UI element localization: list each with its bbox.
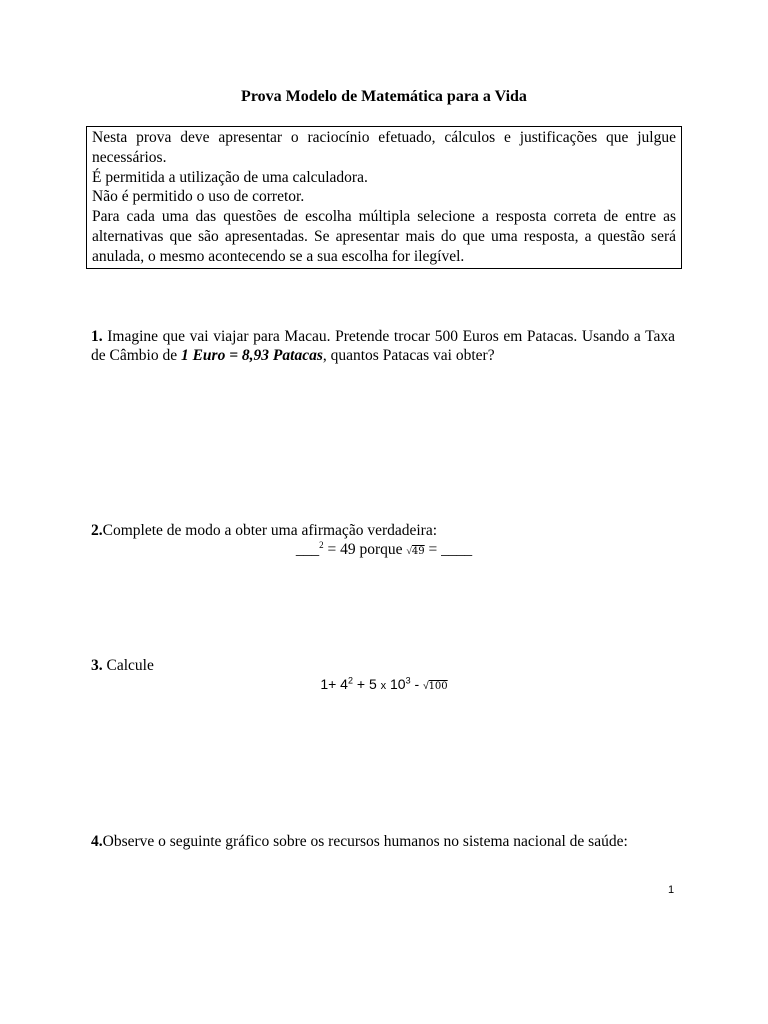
exponent: 2 — [347, 675, 353, 686]
instruction-line: Não é permitido o uso de corretor. — [92, 188, 305, 206]
question-3 — [91, 656, 675, 675]
page-number: 1 — [668, 884, 675, 896]
question-1 — [91, 327, 675, 365]
question-number: 1. — [91, 328, 103, 345]
question-number: 4. — [91, 833, 103, 850]
expression-part: + 5 — [352, 676, 381, 692]
expression-part: 10 — [386, 676, 406, 692]
question-text: Observe o seguinte gráfico sobre os recursos humanos no sistema nacional de saúde: — [102, 833, 628, 850]
instruction-line: Para cada uma das questões de escolha múltipla selecione a resposta correta de entre as alternativas que são apresentadas. Se apresentar mais do que uma resposta, a questão será anulada, o mesmo acontecendo se a sua escolha for ilegível. — [92, 208, 676, 265]
question-text: Calcule — [102, 657, 154, 674]
times-sign: x — [380, 680, 387, 692]
question-4 — [91, 832, 675, 851]
answer-blank: ___ — [295, 541, 320, 558]
question-number: 2. — [91, 522, 103, 539]
question-number: 3. — [91, 657, 103, 674]
page-title: Prova Modelo de Matemática para a Vida — [241, 88, 527, 105]
question-text: Imagine que vai viajar para Macau. Pretende trocar 500 Euros em Patacas. Usando a Taxa de Câmbio de — [91, 328, 675, 364]
instruction-line: É permitida a utilização de uma calculadora. — [92, 168, 368, 186]
square-root-icon: √49 — [406, 546, 425, 557]
answer-blank: = ____ — [424, 541, 473, 558]
question-text: , quantos Patacas vai obter? — [322, 347, 495, 364]
question-text: Complete de modo a obter uma afirmação verdadeira: — [102, 522, 438, 539]
question-2-equation — [0, 541, 768, 559]
radicand: 100 — [428, 681, 448, 692]
expression-part: 1+ 4 — [320, 676, 348, 692]
instructions-box — [86, 126, 682, 269]
exponent: 3 — [405, 675, 411, 686]
exponent: 2 — [319, 539, 324, 550]
square-root-icon: √100 — [423, 681, 448, 692]
radicand: 49 — [411, 546, 425, 557]
question-3-expression — [0, 676, 768, 692]
instruction-line: Nesta prova deve apresentar o raciocínio efetuado, cálculos e justificações que julgue necessários. — [92, 129, 676, 166]
equation-text: = 49 porque — [323, 541, 407, 558]
expression-part: - — [410, 676, 424, 692]
question-2 — [91, 521, 675, 540]
exchange-rate: 1 Euro = 8,93 Patacas — [180, 347, 323, 364]
